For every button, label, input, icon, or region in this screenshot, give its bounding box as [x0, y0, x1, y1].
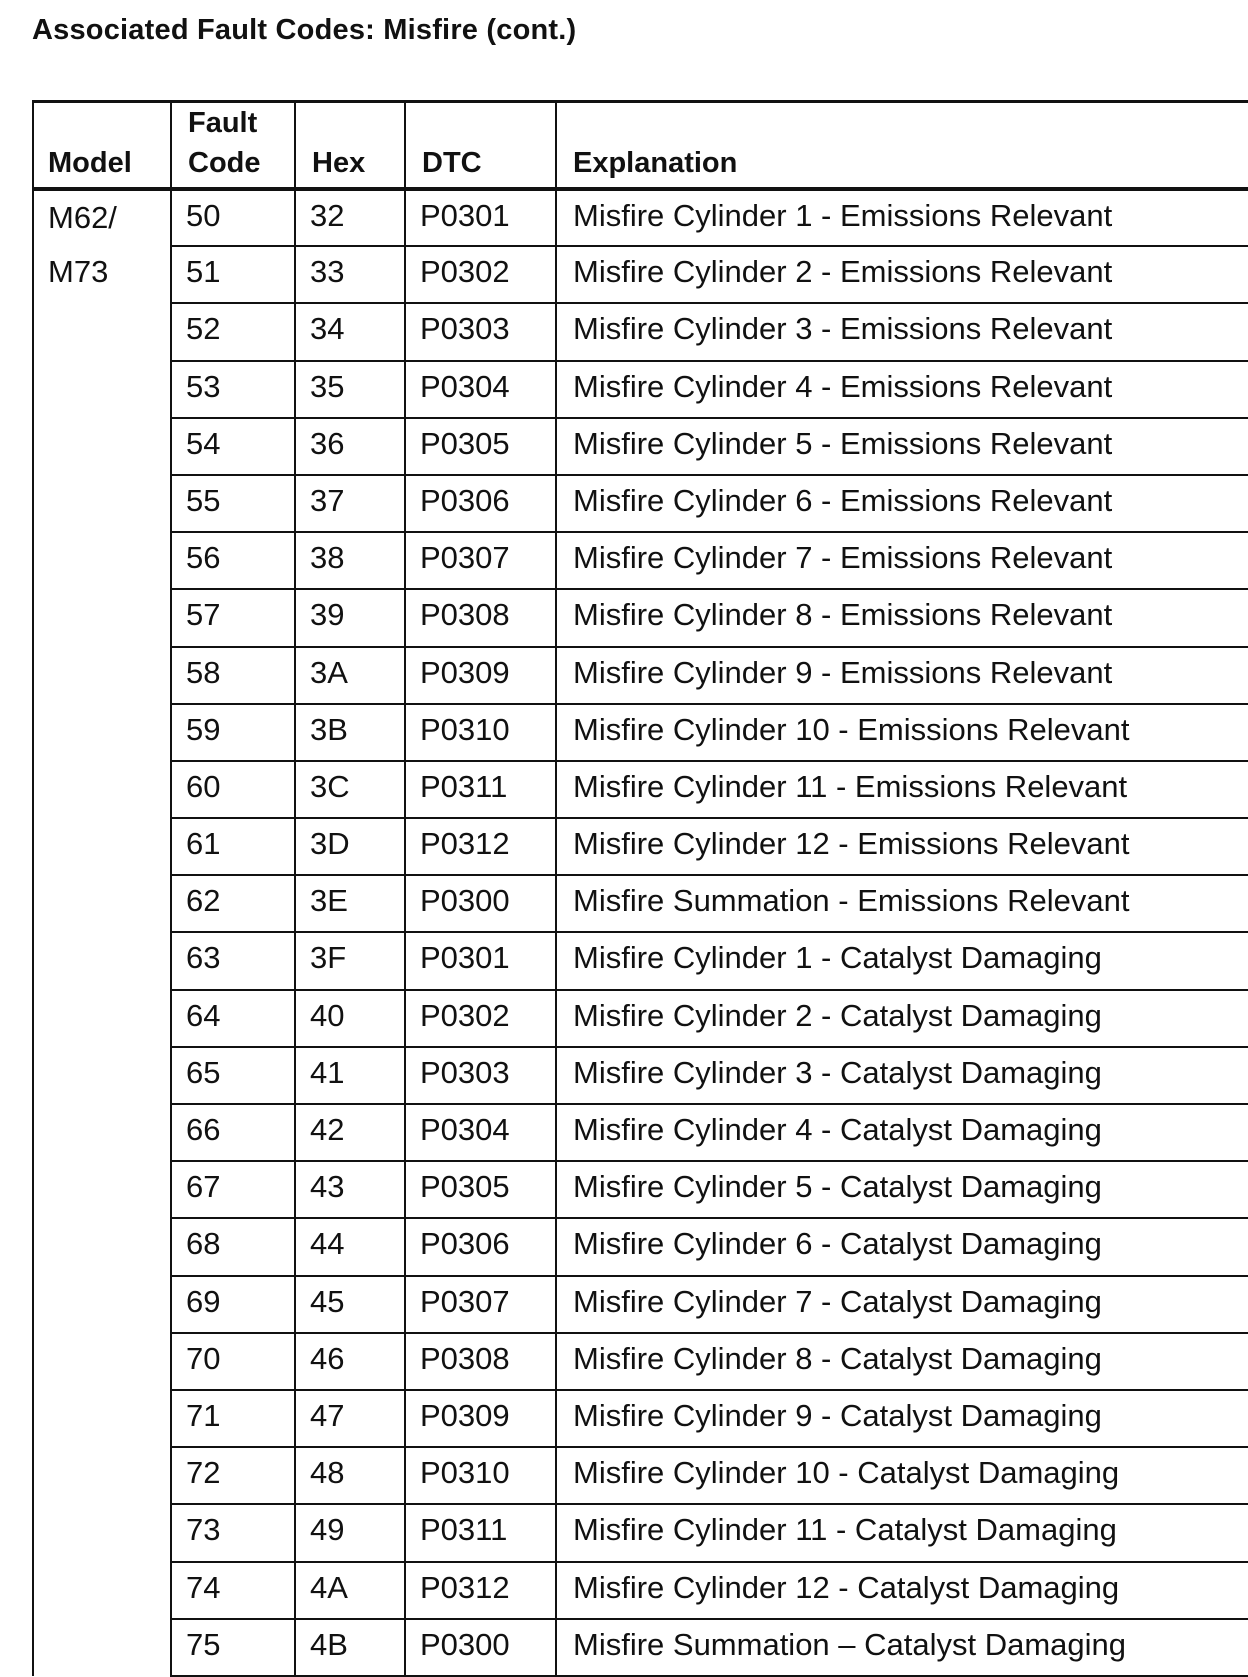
hex-cell: 3B [295, 704, 405, 761]
table-row [33, 761, 1248, 818]
explanation-cell: Misfire Cylinder 9 - Emissions Relevant [556, 647, 1248, 704]
table-row [33, 1390, 1248, 1447]
model-line: M62/ [48, 200, 117, 235]
hex-cell: 3A [295, 647, 405, 704]
table-row [33, 647, 1248, 704]
dtc-cell: P0303 [405, 303, 556, 360]
explanation-cell: Misfire Cylinder 10 - Catalyst Damaging [556, 1447, 1248, 1504]
header-fault-code-line2: Code [188, 147, 261, 179]
explanation-cell: Misfire Cylinder 6 - Catalyst Damaging [556, 1218, 1248, 1275]
table-header [33, 102, 1248, 190]
explanation-cell: Misfire Summation - Emissions Relevant [556, 875, 1248, 932]
explanation-cell: Misfire Cylinder 3 - Catalyst Damaging [556, 1047, 1248, 1104]
hex-cell: 41 [295, 1047, 405, 1104]
explanation-cell: Misfire Cylinder 7 - Catalyst Damaging [556, 1276, 1248, 1333]
explanation-cell: Misfire Cylinder 6 - Emissions Relevant [556, 475, 1248, 532]
hex-cell: 45 [295, 1276, 405, 1333]
header-dtc: DTC [405, 102, 556, 190]
header-hex: Hex [295, 102, 405, 190]
header-explanation: Explanation [556, 102, 1248, 190]
dtc-cell: P0300 [405, 875, 556, 932]
fault-code-cell: 66 [171, 1104, 295, 1161]
table-row [33, 418, 1248, 475]
dtc-cell: P0304 [405, 361, 556, 418]
explanation-cell: Misfire Cylinder 4 - Emissions Relevant [556, 361, 1248, 418]
fault-code-cell: 65 [171, 1047, 295, 1104]
dtc-cell: P0301 [405, 189, 556, 246]
dtc-cell: P0306 [405, 475, 556, 532]
fault-code-cell: 53 [171, 361, 295, 418]
table-row [33, 532, 1248, 589]
table-row [33, 1104, 1248, 1161]
dtc-cell: P0311 [405, 1504, 556, 1561]
explanation-cell: Misfire Cylinder 11 - Emissions Relevant [556, 761, 1248, 818]
header-row [33, 102, 1248, 190]
explanation-cell: Misfire Cylinder 8 - Emissions Relevant [556, 589, 1248, 646]
hex-cell: 32 [295, 189, 405, 246]
hex-cell: 3F [295, 932, 405, 989]
dtc-cell: P0309 [405, 1390, 556, 1447]
dtc-cell: P0302 [405, 990, 556, 1047]
table-row [33, 1218, 1248, 1275]
dtc-cell: P0304 [405, 1104, 556, 1161]
dtc-cell: P0312 [405, 1562, 556, 1619]
hex-cell: 38 [295, 532, 405, 589]
explanation-cell: Misfire Cylinder 5 - Emissions Relevant [556, 418, 1248, 475]
dtc-cell: P0307 [405, 1276, 556, 1333]
explanation-cell: Misfire Cylinder 5 - Catalyst Damaging [556, 1161, 1248, 1218]
fault-code-table [32, 100, 1248, 1677]
table-row [33, 361, 1248, 418]
hex-cell: 4A [295, 1562, 405, 1619]
header-fault-code [171, 102, 295, 190]
table-row [33, 589, 1248, 646]
explanation-cell: Misfire Summation – Catalyst Damaging [556, 1619, 1248, 1676]
fault-code-cell: 50 [171, 189, 295, 246]
explanation-cell: Misfire Cylinder 2 - Emissions Relevant [556, 246, 1248, 303]
explanation-cell: Misfire Cylinder 11 - Catalyst Damaging [556, 1504, 1248, 1561]
explanation-cell: Misfire Cylinder 4 - Catalyst Damaging [556, 1104, 1248, 1161]
table-row [33, 818, 1248, 875]
fault-code-cell: 67 [171, 1161, 295, 1218]
hex-cell: 46 [295, 1333, 405, 1390]
table-body [33, 189, 1248, 1676]
explanation-cell: Misfire Cylinder 3 - Emissions Relevant [556, 303, 1248, 360]
hex-cell: 42 [295, 1104, 405, 1161]
hex-cell: 43 [295, 1161, 405, 1218]
fault-code-cell: 56 [171, 532, 295, 589]
dtc-cell: P0310 [405, 1447, 556, 1504]
dtc-cell: P0309 [405, 647, 556, 704]
hex-cell: 4B [295, 1619, 405, 1676]
dtc-cell: P0306 [405, 1218, 556, 1275]
hex-cell: 3D [295, 818, 405, 875]
dtc-cell: P0305 [405, 1161, 556, 1218]
explanation-cell: Misfire Cylinder 2 - Catalyst Damaging [556, 990, 1248, 1047]
model-cell [33, 189, 171, 1676]
table-row [33, 1447, 1248, 1504]
fault-code-cell: 62 [171, 875, 295, 932]
fault-code-cell: 52 [171, 303, 295, 360]
header-model: Model [33, 102, 171, 190]
table-row [33, 932, 1248, 989]
fault-code-cell: 63 [171, 932, 295, 989]
hex-cell: 3E [295, 875, 405, 932]
explanation-cell: Misfire Cylinder 12 - Catalyst Damaging [556, 1562, 1248, 1619]
dtc-cell: P0307 [405, 532, 556, 589]
hex-cell: 34 [295, 303, 405, 360]
fault-code-cell: 74 [171, 1562, 295, 1619]
fault-code-cell: 71 [171, 1390, 295, 1447]
table-row [33, 189, 1248, 246]
fault-code-cell: 51 [171, 246, 295, 303]
table-row [33, 1276, 1248, 1333]
fault-code-cell: 59 [171, 704, 295, 761]
hex-cell: 3C [295, 761, 405, 818]
explanation-cell: Misfire Cylinder 10 - Emissions Relevant [556, 704, 1248, 761]
hex-cell: 36 [295, 418, 405, 475]
dtc-cell: P0311 [405, 761, 556, 818]
fault-code-cell: 69 [171, 1276, 295, 1333]
hex-cell: 37 [295, 475, 405, 532]
fault-code-cell: 75 [171, 1619, 295, 1676]
hex-cell: 47 [295, 1390, 405, 1447]
fault-code-cell: 61 [171, 818, 295, 875]
table-row [33, 475, 1248, 532]
table-row [33, 875, 1248, 932]
dtc-cell: P0302 [405, 246, 556, 303]
fault-code-cell: 70 [171, 1333, 295, 1390]
table-row [33, 303, 1248, 360]
fault-code-cell: 64 [171, 990, 295, 1047]
hex-cell: 40 [295, 990, 405, 1047]
page-title: Associated Fault Codes: Misfire (cont.) [32, 14, 577, 46]
table-row [33, 990, 1248, 1047]
fault-code-cell: 60 [171, 761, 295, 818]
hex-cell: 33 [295, 246, 405, 303]
model-line: M73 [48, 254, 109, 289]
table-row [33, 1047, 1248, 1104]
table-row [33, 1333, 1248, 1390]
explanation-cell: Misfire Cylinder 12 - Emissions Relevant [556, 818, 1248, 875]
table-row [33, 1504, 1248, 1561]
explanation-cell: Misfire Cylinder 7 - Emissions Relevant [556, 532, 1248, 589]
hex-cell: 35 [295, 361, 405, 418]
explanation-cell: Misfire Cylinder 1 - Catalyst Damaging [556, 932, 1248, 989]
table-row [33, 1562, 1248, 1619]
fault-code-cell: 73 [171, 1504, 295, 1561]
dtc-cell: P0308 [405, 589, 556, 646]
dtc-cell: P0300 [405, 1619, 556, 1676]
dtc-cell: P0310 [405, 704, 556, 761]
fault-code-cell: 68 [171, 1218, 295, 1275]
hex-cell: 44 [295, 1218, 405, 1275]
explanation-cell: Misfire Cylinder 1 - Emissions Relevant [556, 189, 1248, 246]
dtc-cell: P0308 [405, 1333, 556, 1390]
dtc-cell: P0301 [405, 932, 556, 989]
hex-cell: 49 [295, 1504, 405, 1561]
fault-code-cell: 72 [171, 1447, 295, 1504]
dtc-cell: P0312 [405, 818, 556, 875]
hex-cell: 48 [295, 1447, 405, 1504]
table-row [33, 1619, 1248, 1676]
dtc-cell: P0305 [405, 418, 556, 475]
explanation-cell: Misfire Cylinder 8 - Catalyst Damaging [556, 1333, 1248, 1390]
explanation-cell: Misfire Cylinder 9 - Catalyst Damaging [556, 1390, 1248, 1447]
table-row [33, 246, 1248, 303]
fault-code-cell: 57 [171, 589, 295, 646]
header-fault-code-line1: Fault [188, 107, 258, 139]
hex-cell: 39 [295, 589, 405, 646]
table-row [33, 1161, 1248, 1218]
fault-code-cell: 58 [171, 647, 295, 704]
fault-code-cell: 54 [171, 418, 295, 475]
table-row [33, 704, 1248, 761]
fault-code-cell: 55 [171, 475, 295, 532]
dtc-cell: P0303 [405, 1047, 556, 1104]
